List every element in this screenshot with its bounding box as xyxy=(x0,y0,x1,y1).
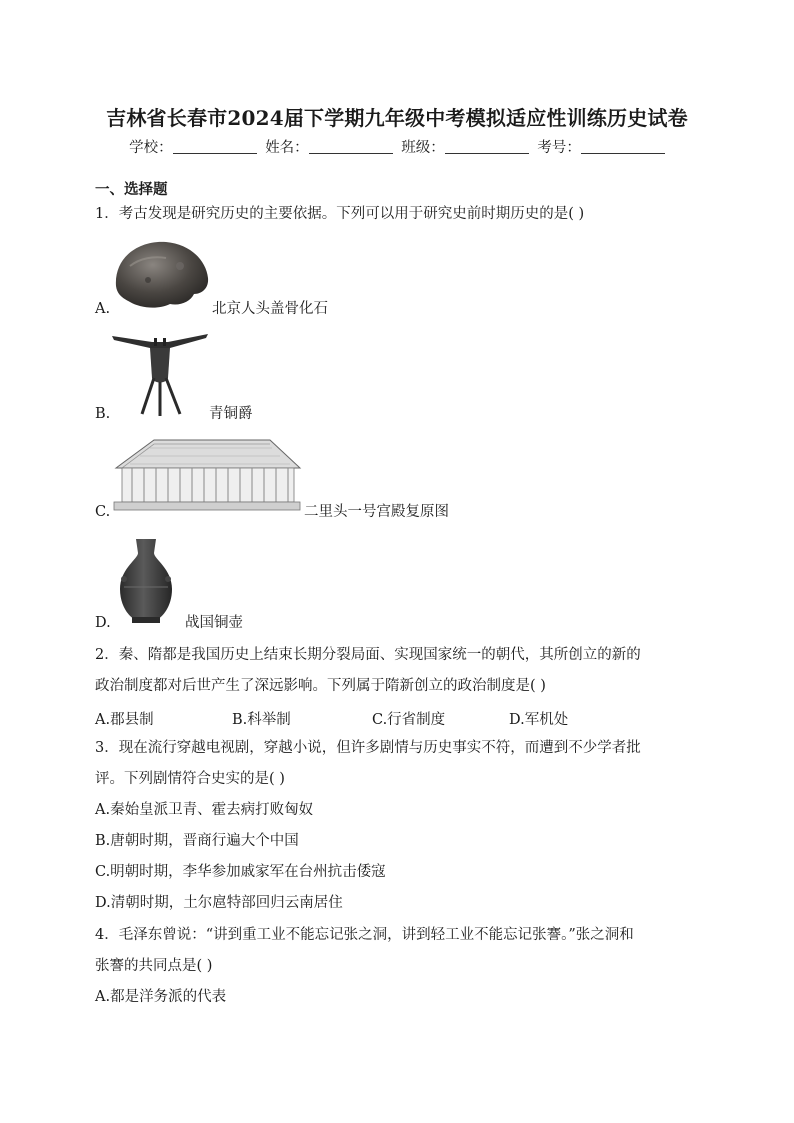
q3-option-c[interactable]: C.明朝时期，李华参加戚家军在台州抗击倭寇 xyxy=(95,864,386,880)
q3-stem-line2: 评。下列剧情符合史实的是( ) xyxy=(95,771,285,787)
school-blank[interactable] xyxy=(173,139,257,154)
q4-option-a[interactable]: A.都是洋务派的代表 xyxy=(95,989,227,1005)
option-letter: A. xyxy=(95,301,111,317)
q1-option-c[interactable] xyxy=(95,503,449,521)
skull-fossil-image xyxy=(110,236,210,314)
school-field[interactable] xyxy=(129,136,257,157)
q3-stem-line1: 3．现在流行穿越电视剧，穿越小说，但许多剧情与历史事实不符，而遭到不少学者批 xyxy=(95,740,641,756)
name-field[interactable] xyxy=(265,136,393,157)
palace-reconstruction-image xyxy=(110,434,302,518)
class-field[interactable] xyxy=(401,136,529,157)
q1-option-b[interactable] xyxy=(95,405,253,423)
q4-stem-line1: 4．毛泽东曾说：“讲到重工业不能忘记张之洞，讲到轻工业不能忘记张謇。”张之洞和 xyxy=(95,927,634,943)
bronze-jue-image xyxy=(110,330,210,420)
q1-option-a[interactable] xyxy=(95,300,328,318)
option-caption: 二里头一号宫殿复原图 xyxy=(304,504,449,520)
name-blank[interactable] xyxy=(309,139,393,154)
class-blank[interactable] xyxy=(445,139,529,154)
option-caption: 北京人头盖骨化石 xyxy=(212,301,328,317)
class-label: 班级： xyxy=(401,140,445,156)
q2-option-d[interactable]: D.军机处 xyxy=(509,712,569,728)
q3-option-d[interactable]: D.清朝时期，土尔扈特部回归云南居住 xyxy=(95,895,343,911)
option-letter: C. xyxy=(95,504,111,520)
q1-option-d[interactable] xyxy=(95,614,243,632)
q2-options xyxy=(95,708,615,726)
exam-number-label: 考号： xyxy=(537,140,581,156)
q2-option-b[interactable]: B.科举制 xyxy=(232,712,291,728)
q3-option-a[interactable]: A.秦始皇派卫青、霍去病打败匈奴 xyxy=(95,802,314,818)
q3-option-b[interactable]: B.唐朝时期，晋商行遍大个中国 xyxy=(95,833,299,849)
exam-number-blank[interactable] xyxy=(581,139,665,154)
exam-number-field[interactable] xyxy=(537,136,665,157)
q2-option-a[interactable]: A.郡县制 xyxy=(95,712,154,728)
q2-stem-line2: 政治制度都对后世产生了深远影响。下列属于隋新创立的政治制度是( ) xyxy=(95,678,546,694)
student-info-fields xyxy=(0,136,794,157)
bronze-pot-image xyxy=(114,535,178,625)
option-letter: D. xyxy=(95,615,111,631)
school-label: 学校： xyxy=(129,140,173,156)
option-caption: 青铜爵 xyxy=(209,406,253,422)
name-label: 姓名： xyxy=(265,140,309,156)
option-letter: B. xyxy=(95,406,111,422)
q2-stem-line1: 2．秦、隋都是我国历史上结束长期分裂局面、实现国家统一的朝代，其所创立的新的 xyxy=(95,647,641,663)
q1-stem: 1．考古发现是研究历史的主要依据。下列可以用于研究史前时期历史的是( ) xyxy=(95,206,585,222)
page-title: 吉林省长春市2024届下学期九年级中考模拟适应性训练历史试卷 xyxy=(106,106,688,130)
section-heading: 一、选择题 xyxy=(95,181,168,198)
option-caption: 战国铜壶 xyxy=(185,615,243,631)
q4-stem-line2: 张謇的共同点是( ) xyxy=(95,958,213,974)
q2-option-c[interactable]: C.行省制度 xyxy=(372,712,446,728)
